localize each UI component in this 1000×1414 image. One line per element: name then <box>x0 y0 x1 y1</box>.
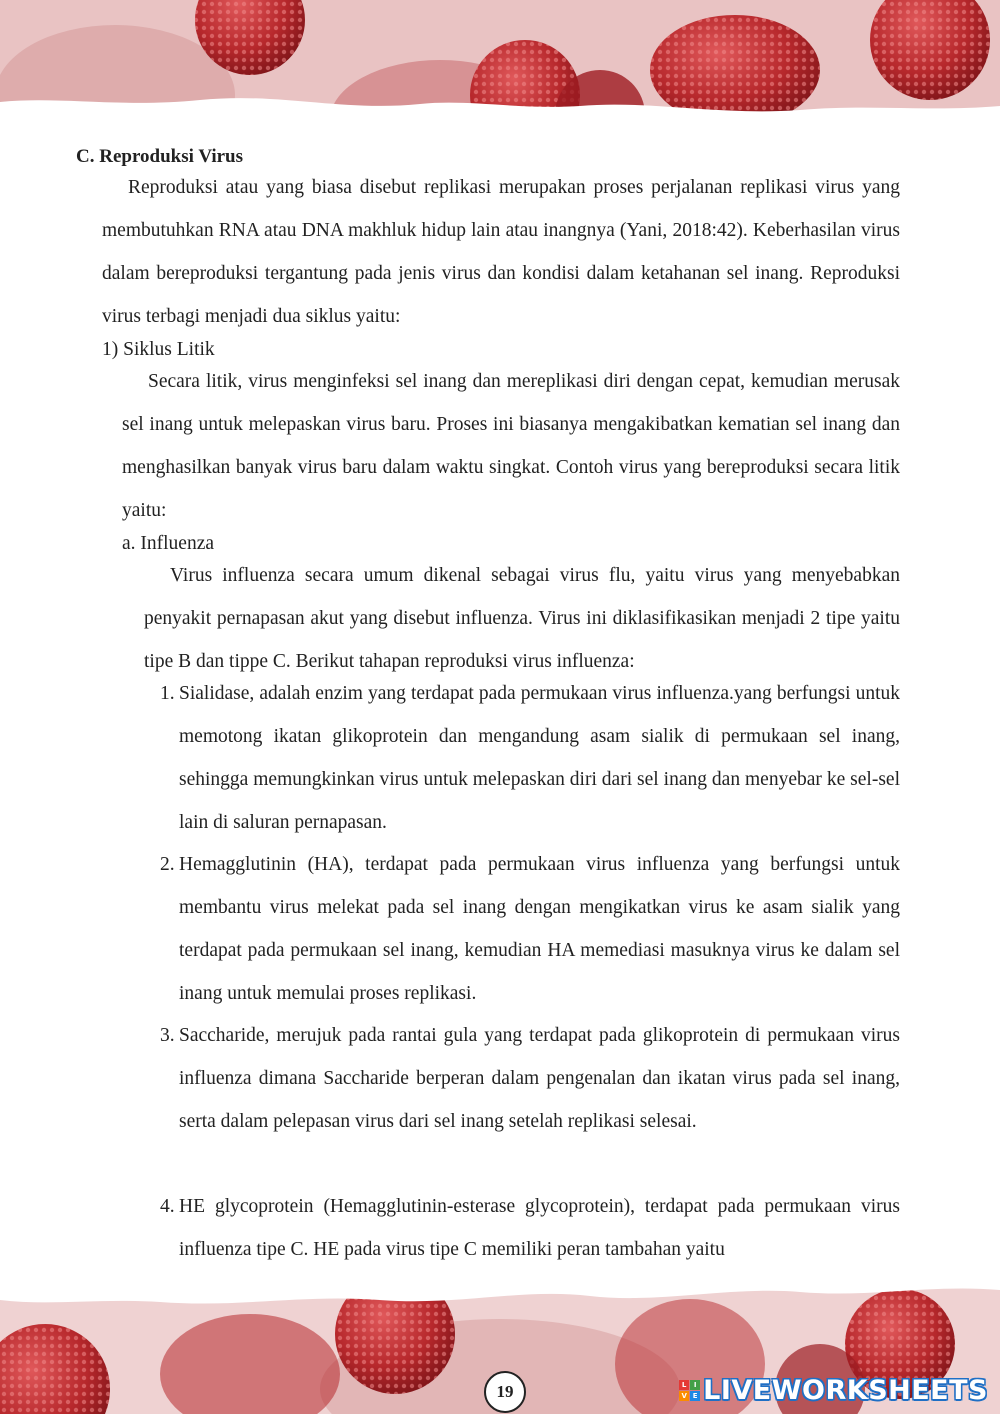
influenza-paragraph: Virus influenza secara umum dikenal sebagai virus flu, yaitu virus yang menyebabkan penyakit pernapasan akut yang disebut influenza. Virus ini diklasifikasikan menjadi 2 tipe yaitu tipe B dan tippe C. Berikut tahapan reproduksi virus influenza: <box>144 565 900 672</box>
list-item <box>160 843 900 1015</box>
top-virus-banner <box>0 0 1000 150</box>
list-item-text: Sialidase, adalah enzim yang terdapat pada permukaan virus influenza.yang berfungsi untuk memotong ikatan glikoprotein dan mengandung asam sialik di permukaan sel inang, sehingga memungkinkan virus untuk melepaskan diri dari sel inang dan menyebar ke sel-sel lain di saluran pernapasan. <box>179 683 900 833</box>
page-number: 19 <box>484 1371 526 1413</box>
lytic-cycle-paragraph: Secara litik, virus menginfeksi sel inang dan mereplikasi diri dengan cepat, kemudian merusak sel inang untuk melepaskan virus baru. Proses ini biasanya mengakibatkan kematian sel inang dan menghasilkan banyak virus baru dalam waktu singkat. Contoh virus yang bereproduksi secara litik yaitu: <box>122 371 900 521</box>
virus-illustration <box>0 0 1000 150</box>
logo-letter: L <box>679 1380 689 1390</box>
list-item-number: 3. <box>160 1025 175 1046</box>
liveworksheets-logo[interactable] <box>679 1372 988 1408</box>
list-item-text: Hemagglutinin (HA), terdapat pada permukaan virus influenza yang berfungsi untuk membantu virus melekat pada sel inang dengan mengikatkan virus ke asam sialik yang terdapat pada permukaan sel inang, kemudian HA memediasi masuknya virus ke dalam sel inang untuk memulai proses replikasi. <box>179 854 900 1004</box>
liveworksheets-icon <box>679 1380 700 1401</box>
list-item-number: 2. <box>160 854 175 875</box>
intro-paragraph: Reproduksi atau yang biasa disebut replikasi merupakan proses perjalanan replikasi virus yang membutuhkan RNA atau DNA makhluk hidup lain atau inangnya (Yani, 2018:42). Keberhasilan virus dalam bereproduksi tergantung pada jenis virus dan kondisi dalam ketahanan sel inang. Reproduksi virus terbagi menjadi dua siklus yaitu: <box>102 177 900 327</box>
logo-letter: I <box>690 1380 700 1390</box>
list-item-text: HE glycoprotein (Hemagglutinin-esterase glycoprotein), terdapat pada permukaan virus influenza tipe C. HE pada virus tipe C memiliki peran tambahan yaitu <box>179 1196 900 1260</box>
list-item-number: 1. <box>160 683 175 704</box>
list-item <box>160 672 900 844</box>
liveworksheets-brand-text: LIVEWORKSHEETS <box>703 1374 988 1406</box>
influenza-label: a. Influenza <box>122 533 215 554</box>
list-item-number: 4. <box>160 1196 175 1217</box>
logo-letter: E <box>690 1391 700 1401</box>
lytic-cycle-label: 1) Siklus Litik <box>102 339 215 360</box>
list-item <box>160 1185 900 1271</box>
list-item <box>160 1014 900 1143</box>
logo-letter: V <box>679 1391 689 1401</box>
section-heading: C. Reproduksi Virus <box>76 146 244 167</box>
list-item-text: Saccharide, merujuk pada rantai gula yang terdapat pada glikoprotein di permukaan virus influenza dimana Saccharide berperan dalam pengenalan dan ikatan virus pada sel inang, serta dalam pelepasan virus dari sel inang setelah replikasi selesai. <box>179 1025 900 1132</box>
